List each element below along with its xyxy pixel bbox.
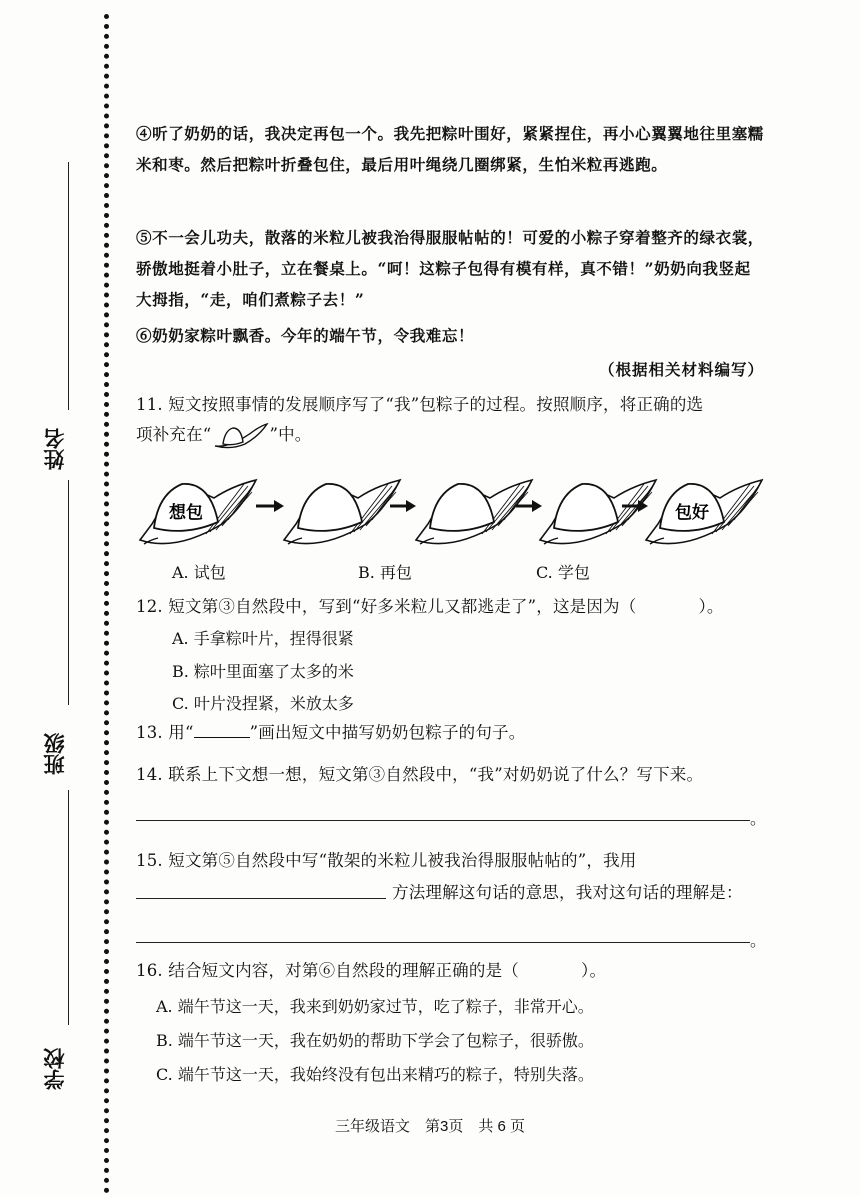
paragraph-4: ④听了奶奶的话，我决定再包一个。我先把粽叶围好，紧紧捏住，再小心翼翼地往里塞糯米和枣。然后把粽叶折叠包住，最后用叶绳绕几圈绑紧，生怕米粒再逃跑。 (136, 124, 764, 174)
question-12-stem: 12. 短文第③自然段中，写到“好多米粒儿又都逃走了”，这是因为（ (136, 597, 637, 616)
q15-period: 。 (750, 931, 767, 950)
underline-sample (194, 721, 250, 738)
name-blank-line (68, 162, 69, 410)
flow-step-2[interactable] (284, 480, 400, 544)
question-11 (136, 390, 764, 450)
paragraph-6: ⑥奶奶家粽叶飘香。今年的端午节，令我难忘！ (136, 326, 475, 345)
school-label: 学校 (42, 1048, 67, 1090)
q14-answer-line[interactable] (136, 820, 750, 821)
binding-dotted-line (104, 14, 109, 1194)
question-13 (136, 718, 764, 748)
q15-method-blank[interactable] (136, 898, 386, 899)
flow-start-label: 想包 (169, 503, 203, 523)
source-note: （根据相关材料编写） (598, 360, 764, 379)
question-11-pre: 项补充在“ (136, 425, 212, 444)
class-blank-line (68, 480, 69, 705)
school-blank-line (68, 790, 69, 1025)
question-14: 14. 联系上下文想一想，短文第③自然段中，“我”对奶奶说了什么？写下来。 (136, 765, 704, 784)
zongzi-icon (211, 422, 269, 450)
q11-option-b[interactable]: B. 再包 (358, 563, 412, 582)
q14-period: 。 (750, 809, 767, 828)
zongzi-flow-diagram (136, 466, 764, 556)
question-15: 15. 短文第⑤自然段中写“散架的米粒儿被我治得服服帖帖的”，我用 (136, 851, 637, 870)
q11-option-c[interactable]: C. 学包 (536, 563, 590, 582)
question-11-line1: 11. 短文按照事情的发展顺序写了“我”包粽子的过程。按照顺序，将正确的选 (136, 395, 704, 414)
class-label: 班级 (42, 733, 67, 775)
q12-option-b[interactable]: B. 粽叶里面塞了太多的米 (172, 662, 354, 681)
question-16-stem: 16. 结合短文内容，对第⑥自然段的理解正确的是（ (136, 961, 519, 980)
question-16 (136, 956, 764, 986)
question-12-stem-end: ）。 (698, 597, 724, 616)
q16-option-a[interactable]: A. 端午节这一天，我来到奶奶家过节，吃了粽子，非常开心。 (156, 997, 594, 1016)
name-label: 姓名 (42, 428, 67, 470)
question-13-pre: 13. 用“ (136, 723, 194, 742)
question-16-stem-end: ）。 (581, 961, 607, 980)
q15-answer-line[interactable] (136, 942, 750, 943)
flow-step-3[interactable] (416, 480, 532, 544)
flow-step-4[interactable] (540, 480, 656, 544)
q11-option-a[interactable]: A. 试包 (172, 563, 226, 582)
page-footer: 三年级语文 第3页 共 6 页 (334, 1118, 526, 1135)
question-13-post: ”画出短文中描写奶奶包粽子的句子。 (249, 723, 526, 742)
flow-end-label: 包好 (675, 503, 709, 523)
q12-option-a[interactable]: A. 手拿粽叶片，捏得很紧 (172, 629, 354, 648)
question-15-line2: 方法理解这句话的意思，我对这句话的理解是： (392, 883, 743, 902)
q12-option-c[interactable]: C. 叶片没捏紧，米放太多 (172, 694, 354, 713)
paragraph-5: ⑤不一会儿功夫，散落的米粒儿被我治得服服帖帖的！可爱的小粽子穿着整齐的绿衣裳，骄傲地挺着小肚子，立在餐桌上。“呵！这粽子包得有模有样，真不错！”奶奶向我竖起大拇指，“走，咱们煮粽子去！” (136, 228, 764, 309)
question-12 (136, 592, 764, 622)
question-11-line2 (136, 420, 764, 450)
q16-option-b[interactable]: B. 端午节这一天，我在奶奶的帮助下学会了包粽子，很骄傲。 (156, 1031, 594, 1050)
q16-option-c[interactable]: C. 端午节这一天，我始终没有包出来精巧的粽子，特别失落。 (156, 1065, 594, 1084)
question-11-post: ”中。 (269, 425, 312, 444)
